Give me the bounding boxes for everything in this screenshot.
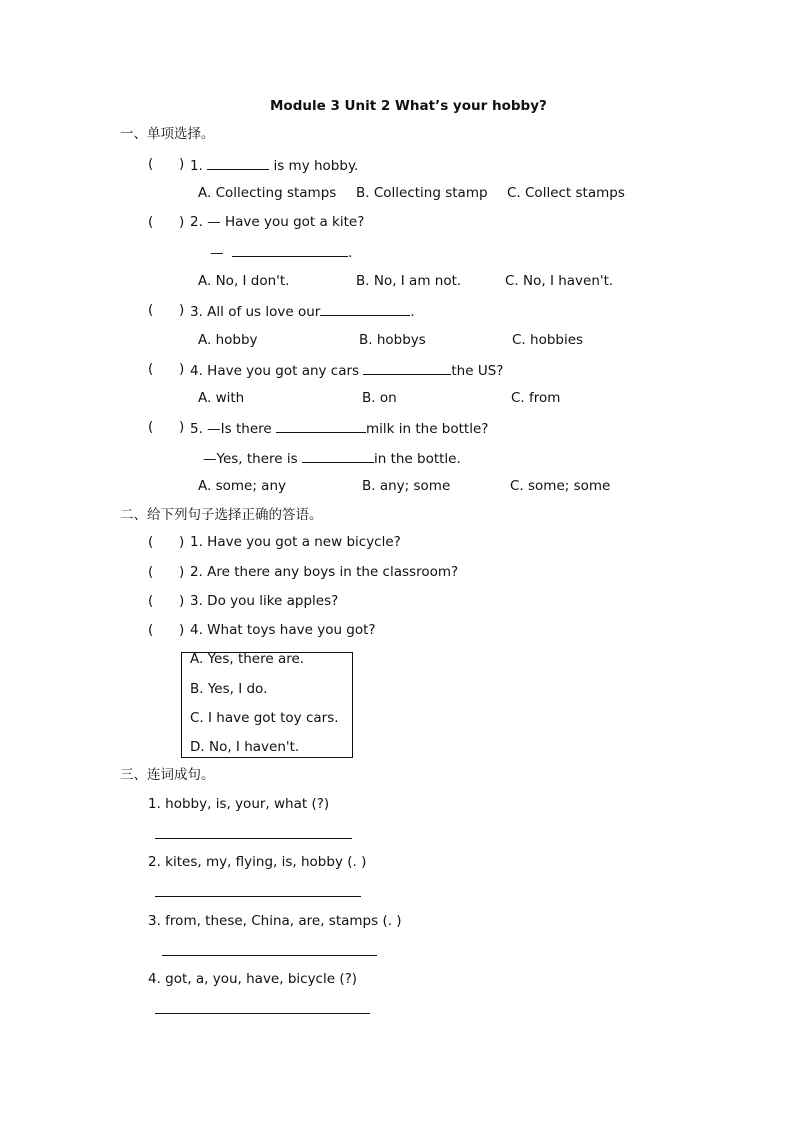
s2-q4-answer-paren[interactable]: ( ): [148, 622, 185, 638]
q3-option-c: C. hobbies: [512, 332, 584, 348]
q3-option-b: B. hobbys: [359, 332, 426, 348]
s2-q3-text: 3. Do you like apples?: [190, 593, 339, 609]
q3-answer-paren[interactable]: ( ): [148, 302, 185, 318]
q5-reply-line: [203, 448, 461, 468]
q5-option-b: B. any; some: [362, 478, 451, 494]
s3-item-2: 2. kites, my, flying, is, hobby (. ): [148, 854, 367, 870]
q3-option-a: A. hobby: [198, 332, 258, 348]
s2-q4-text: 4. What toys have you got?: [190, 622, 376, 638]
q1-option-b: B. Collecting stamp: [356, 185, 488, 201]
q1-stem: [190, 155, 358, 175]
s3-item-3: 3. from, these, China, are, stamps (. ): [148, 913, 402, 929]
s2-q1-text: 1. Have you got a new bicycle?: [190, 534, 401, 550]
s3-item-1: 1. hobby, is, your, what (?): [148, 796, 330, 812]
q5-option-a: A. some; any: [198, 478, 286, 494]
q2-answer-paren[interactable]: ( ): [148, 214, 185, 230]
s2-q3-answer-paren[interactable]: ( ): [148, 593, 185, 609]
q4-option-c: C. from: [511, 390, 561, 406]
q5-option-c: C. some; some: [510, 478, 611, 494]
section-1-heading: 一、单项选择。: [120, 126, 215, 142]
s3-answer-line-4[interactable]: [155, 1013, 370, 1014]
q5-reply-end: in the bottle.: [373, 451, 461, 467]
s2-q1-answer-paren[interactable]: ( ): [148, 534, 185, 550]
q4-stem-line: [190, 360, 503, 380]
q2-reply: [210, 242, 352, 262]
q5-blank-1[interactable]: [276, 418, 366, 433]
s2-option-d: D. No, I haven't.: [190, 739, 300, 755]
q2-option-c: C. No, I haven't.: [505, 273, 614, 289]
q2-option-b: B. No, I am not.: [356, 273, 462, 289]
q4-option-b: B. on: [362, 390, 397, 406]
s3-answer-line-2[interactable]: [155, 896, 361, 897]
q5-answer-paren[interactable]: ( ): [148, 419, 185, 435]
q2-reply-dash: —: [210, 245, 224, 261]
s3-item-4: 4. got, a, you, have, bicycle (?): [148, 971, 358, 987]
q4-answer-paren[interactable]: ( ): [148, 361, 185, 377]
q1-option-c: C. Collect stamps: [507, 185, 625, 201]
q2-blank[interactable]: [232, 242, 348, 257]
s2-option-a: A. Yes, there are.: [190, 651, 305, 667]
q3-stem: 3. All of us love our: [190, 304, 321, 320]
section-3-heading: 三、连词成句。: [120, 767, 215, 783]
s2-option-c: C. I have got toy cars.: [190, 710, 339, 726]
q3-period: .: [410, 304, 415, 320]
page-title: Module 3 Unit 2 What’s your hobby?: [270, 98, 547, 114]
q5-blank-2[interactable]: [302, 448, 374, 463]
q1-answer-paren[interactable]: ( ): [148, 156, 185, 172]
s2-q2-answer-paren[interactable]: ( ): [148, 564, 185, 580]
q4-option-a: A. with: [198, 390, 245, 406]
s3-answer-line-3[interactable]: [162, 955, 377, 956]
q5-reply-start: —Yes, there is: [203, 451, 298, 467]
q2-period: .: [348, 245, 353, 261]
q4-stem: 4. Have you got any cars: [190, 363, 360, 379]
q4-rest: the US?: [451, 363, 504, 379]
q1-rest: is my hobby.: [273, 158, 359, 174]
section-2-heading: 二、给下列句子选择正确的答语。: [120, 507, 323, 523]
s2-q2-text: 2. Are there any boys in the classroom?: [190, 564, 459, 580]
q1-number: 1.: [190, 158, 203, 174]
q5-rest: milk in the bottle?: [366, 421, 489, 437]
q2-option-a: A. No, I don't.: [198, 273, 290, 289]
q5-stem: 5. —Is there: [190, 421, 272, 437]
q1-option-a: A. Collecting stamps: [198, 185, 337, 201]
q2-stem: 2. — Have you got a kite?: [190, 214, 365, 230]
q5-stem-line: [190, 418, 488, 438]
q4-blank[interactable]: [363, 360, 451, 375]
q3-blank[interactable]: [320, 301, 410, 316]
s2-option-b: B. Yes, I do.: [190, 681, 268, 697]
s3-answer-line-1[interactable]: [155, 838, 352, 839]
q1-blank[interactable]: [207, 155, 269, 170]
q3-stem-line: [190, 301, 415, 321]
